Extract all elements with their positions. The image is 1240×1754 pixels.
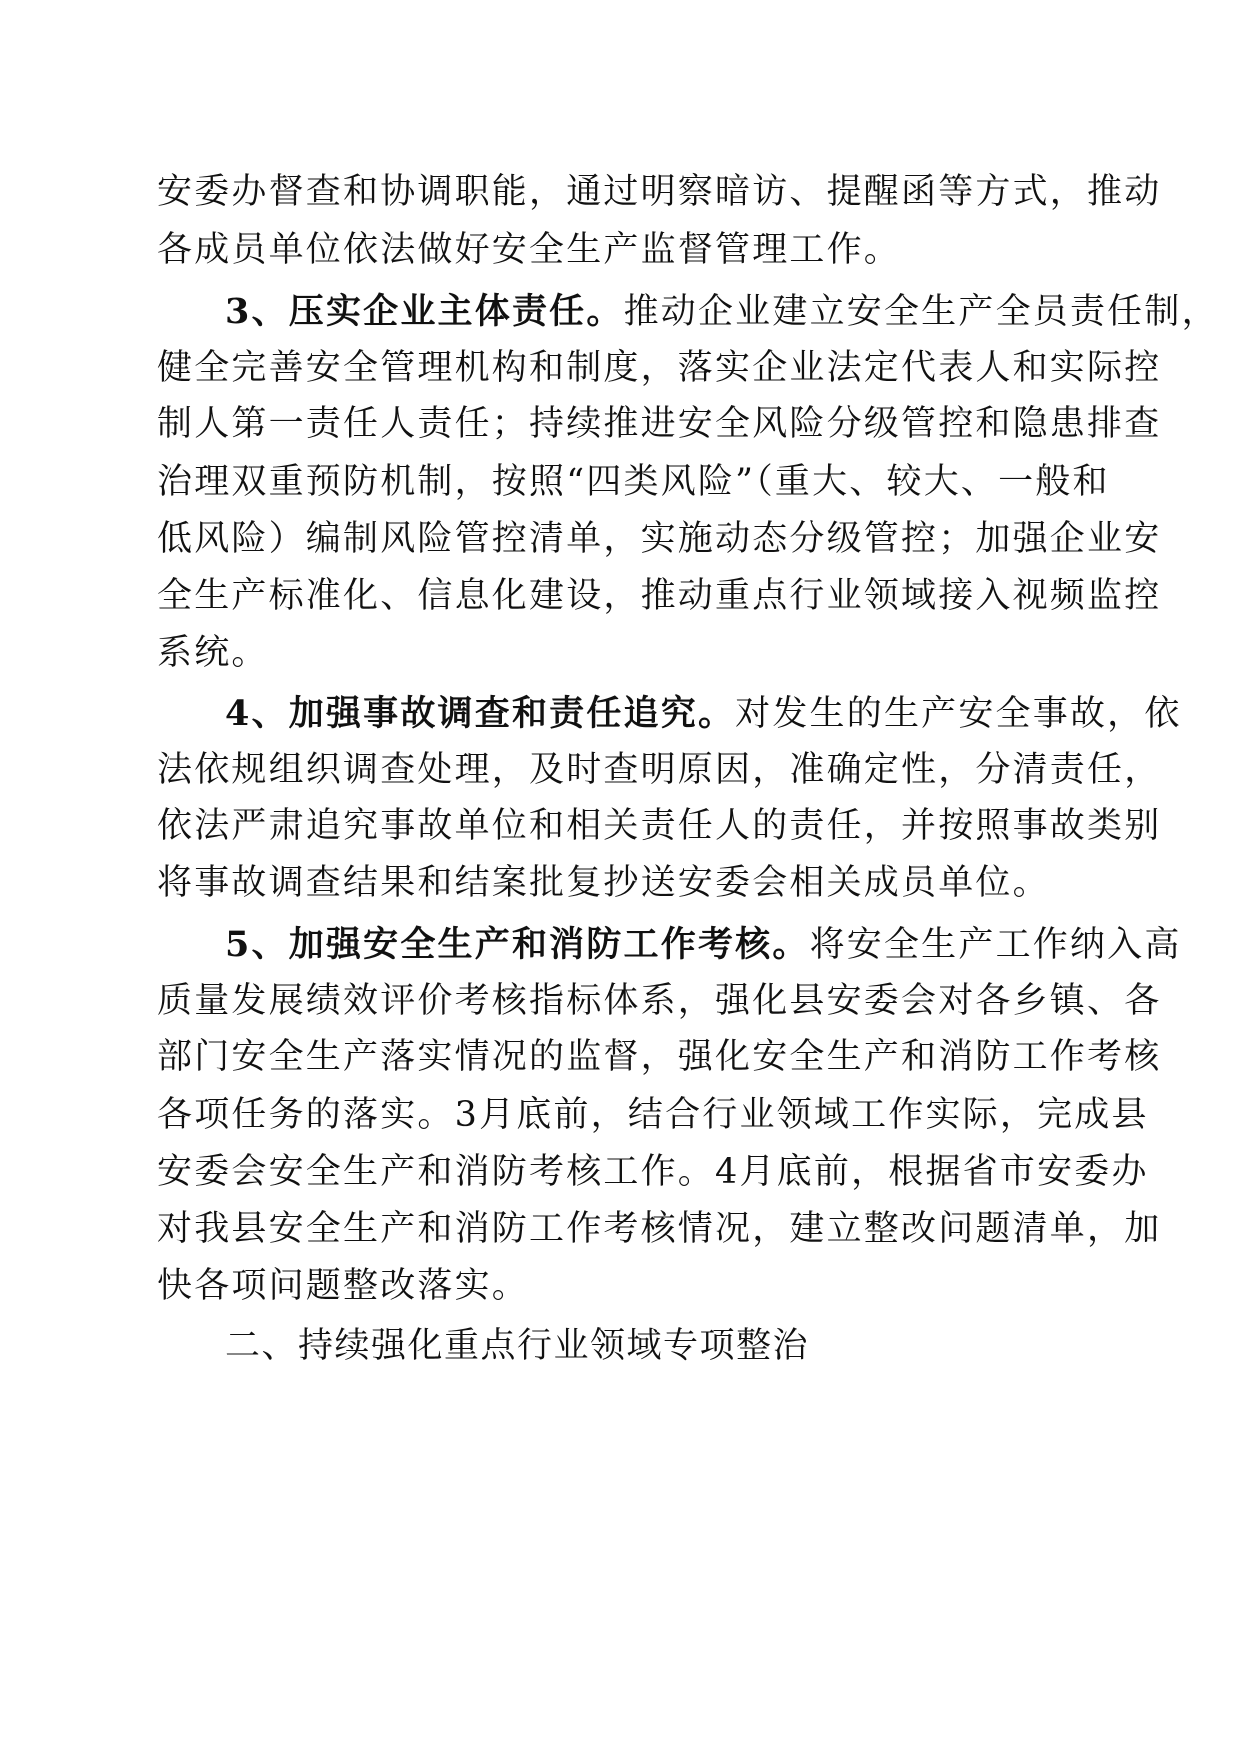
item-3-first-line xyxy=(225,292,1219,332)
paragraph-line: 低风险）编制风险管控清单，实施动态分级管控；加强企业安 xyxy=(157,519,1162,559)
paragraph-line: 各成员单位依法做好安全生产监督管理工作。 xyxy=(157,230,902,270)
item-4-title: 4、加强事故调查和责任追究。 xyxy=(225,693,736,734)
paragraph-line: 全生产标准化、信息化建设，推动重点行业领域接入视频监控 xyxy=(157,576,1162,616)
paragraph-line: 健全完善安全管理机构和制度，落实企业法定代表人和实际控 xyxy=(157,348,1162,388)
item-3-title: 3、压实企业主体责任。 xyxy=(225,291,624,332)
paragraph-line: 将事故调查结果和结案批复抄送安委会相关成员单位。 xyxy=(157,863,1050,903)
paragraph-line: 系统。 xyxy=(157,633,269,673)
paragraph-line: 安委会安全生产和消防考核工作。4月底前，根据省市安委办 xyxy=(157,1152,1149,1192)
item-4-first-line xyxy=(225,694,1182,734)
paragraph-line: 部门安全生产落实情况的监督，强化安全生产和消防工作考核 xyxy=(157,1037,1162,1077)
paragraph-line: 对我县安全生产和消防工作考核情况，建立整改问题清单，加 xyxy=(157,1209,1162,1249)
paragraph-line: 快各项问题整改落实。 xyxy=(157,1266,530,1306)
item-5-text: 将安全生产工作纳入高 xyxy=(809,925,1182,965)
item-5-first-line xyxy=(225,925,1182,965)
paragraph-line: 法依规组织调查处理，及时查明原因，准确定性，分清责任， xyxy=(157,750,1162,790)
paragraph-line: 质量发展绩效评价考核指标体系，强化县安委会对各乡镇、各 xyxy=(157,981,1162,1021)
item-5-title: 5、加强安全生产和消防工作考核。 xyxy=(225,924,810,965)
paragraph-line: 各项任务的落实。3月底前，结合行业领域工作实际，完成县 xyxy=(157,1095,1149,1135)
paragraph-line: 治理双重预防机制，按照“四类风险”（重大、较大、一般和 xyxy=(157,462,1110,502)
item-4-text: 对发生的生产安全事故，依 xyxy=(735,694,1182,734)
item-3-text: 推动企业建立安全生产全员责任制， xyxy=(623,292,1219,332)
paragraph-line: 依法严肃追究事故单位和相关责任人的责任，并按照事故类别 xyxy=(157,806,1162,846)
paragraph-line: 安委办督查和协调职能，通过明察暗访、提醒函等方式，推动 xyxy=(157,172,1162,212)
section-heading: 二、持续强化重点行业领域专项整治 xyxy=(225,1326,810,1366)
paragraph-line: 制人第一责任人责任；持续推进安全风险分级管控和隐患排查 xyxy=(157,404,1162,444)
